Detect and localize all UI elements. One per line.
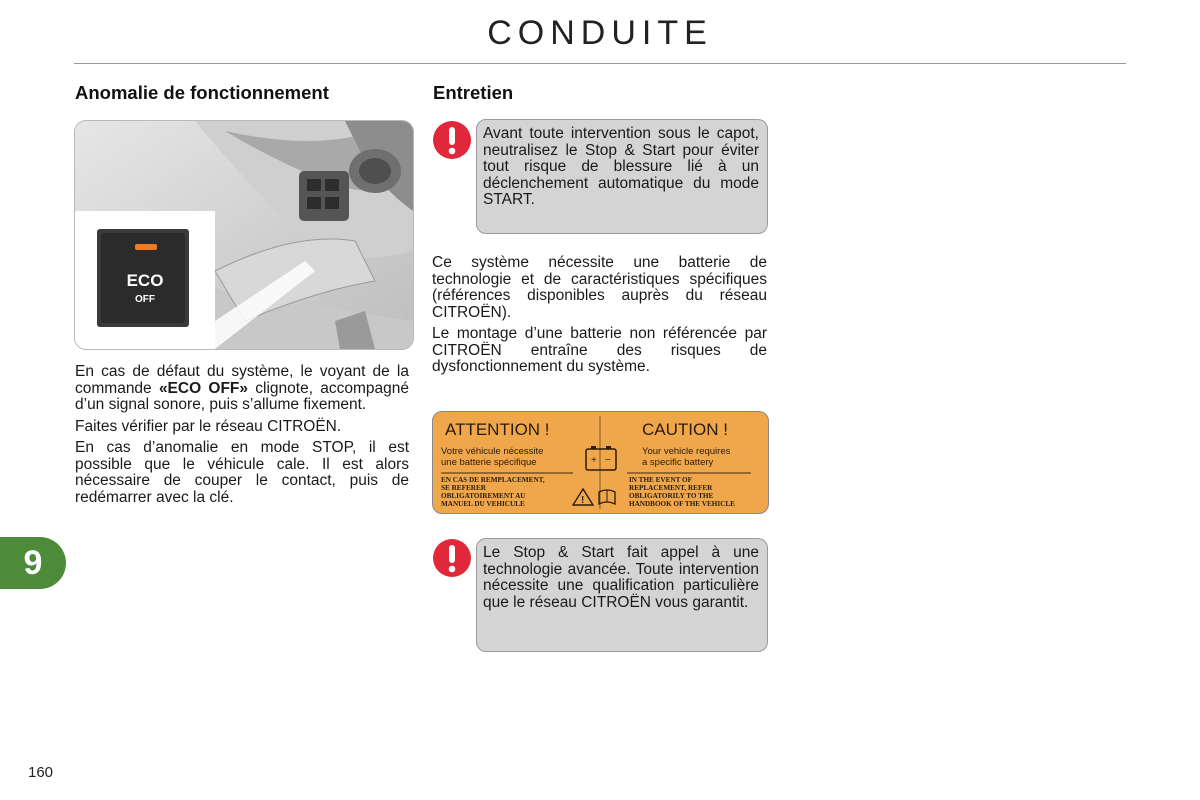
manual-book-icon: [599, 490, 615, 504]
svg-text:+: +: [591, 455, 597, 466]
caution-triangle-icon: [573, 489, 593, 506]
anomaly-paragraph-2: Faites vérifier par le réseau CITROËN.: [75, 417, 342, 435]
eco-indicator-led: [135, 244, 157, 250]
label-en-line-1: Your vehicle requires: [642, 446, 731, 457]
anomaly-paragraph-3: En cas d’anomalie en mode STOP, il est possible que le véhicule cale. Il est alors nécessaire de couper le contact, puis de redémarrer avec la clé.: [75, 439, 409, 506]
chapter-number: 9: [23, 544, 43, 582]
battery-paragraph-1: Ce système nécessite une batterie de technologie et de caractéristiques spécifiques (références disponibles auprès du réseau CITROËN).: [432, 254, 767, 321]
eco-off-highlight: «ECO OFF»: [158, 379, 249, 397]
anomaly-paragraph-1: En cas de défaut du système, le voyant de la commande «ECO OFF» clignote, accompagné d’un signal sonore, puis s’allume fixement.: [75, 363, 409, 413]
off-label: OFF: [135, 294, 155, 305]
header-divider: [74, 63, 1126, 64]
label-title-fr: ATTENTION !: [445, 420, 550, 439]
label-fr-line-1: Votre véhicule nécessite: [441, 446, 544, 457]
label-fr-small-2: SE REFERER: [441, 484, 486, 492]
label-fr-small-4: MANUEL DU VEHICULE: [441, 500, 525, 508]
warning-exclamation-icon: [432, 120, 472, 160]
svg-text:−: −: [605, 455, 611, 466]
label-en-line-2: a specific battery: [642, 457, 714, 468]
battery-icon: [586, 446, 616, 470]
warning-text-1: Avant toute intervention sous le capot, neutralisez le Stop & Start pour éviter tout risque de blessure lié à un déclenchement automatique du mode START.: [483, 125, 759, 208]
label-en-small-3: OBLIGATORILY TO THE: [629, 492, 714, 500]
dashboard-illustration: [75, 121, 413, 349]
battery-label-graphic: [433, 412, 768, 513]
section-heading-anomaly: Anomalie de fonctionnement: [75, 82, 329, 103]
eco-label: ECO: [126, 271, 164, 290]
battery-text: [432, 255, 767, 381]
label-fr-small-1: EN CAS DE REMPLACEMENT,: [441, 476, 545, 484]
label-en-small-2: REPLACEMENT, REFER: [629, 484, 713, 492]
warning-exclamation-icon: [432, 538, 472, 578]
label-title-en: CAUTION !: [642, 420, 728, 439]
battery-warning-label: [432, 411, 769, 514]
warning-text-2: Le Stop & Start fait appel à une technologie avancée. Toute intervention nécessite une qualification particulière que le réseau CITROËN vous garantit.: [483, 544, 759, 611]
label-fr-small-3: OBLIGATOIREMENT AU: [441, 492, 526, 500]
anomaly-text: [75, 364, 409, 511]
page-title: CONDUITE: [487, 14, 713, 52]
svg-text:!: !: [581, 495, 585, 506]
label-en-small-1: IN THE EVENT OF: [629, 476, 693, 484]
label-fr-line-2: une batterie spécifique: [441, 457, 537, 468]
section-heading-maintenance: Entretien: [433, 82, 514, 103]
page-number: 160: [28, 764, 54, 781]
battery-paragraph-2: Le montage d’une batterie non référencée par CITROËN entraîne des risques de dysfonctionnement du système.: [432, 325, 767, 375]
chapter-tab: [0, 537, 66, 589]
dashboard-photo: [74, 120, 414, 350]
label-en-small-4: HANDBOOK OF THE VEHICLE: [629, 500, 735, 508]
